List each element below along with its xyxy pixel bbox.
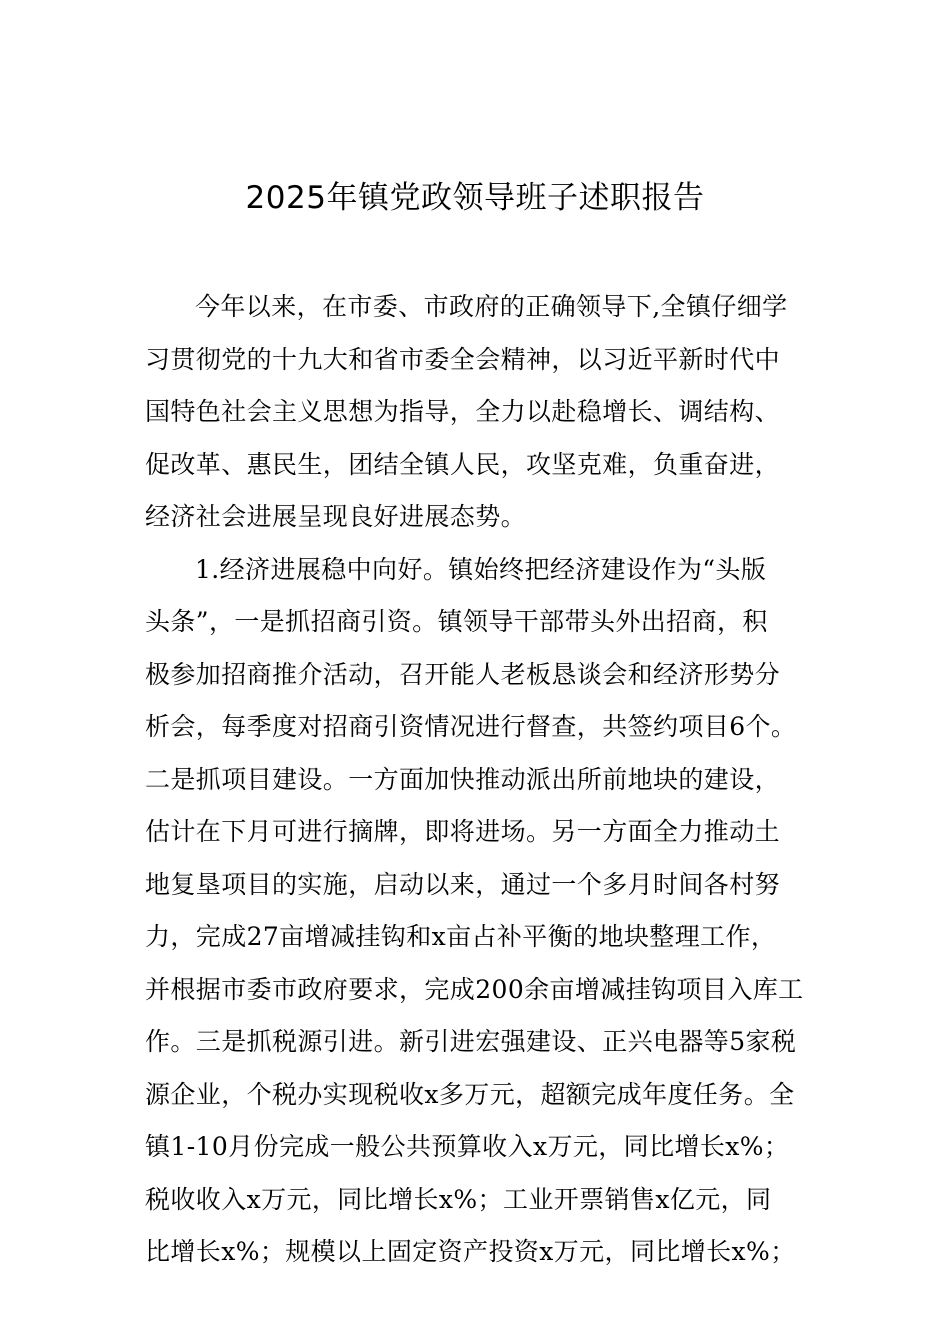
body-line: 估计在下月可进行摘牌，即将进场。另一方面全力推动土	[145, 817, 781, 846]
document-title: 2025年镇党政领导班子述职报告	[245, 180, 705, 216]
body-line: 比增长x%；规模以上固定资产投资x万元，同比增长x%；	[145, 1237, 796, 1266]
body-line: 源企业，个税办实现税收x多万元，超额完成年度任务。全	[145, 1079, 795, 1109]
body-line: 经济社会进展呈现良好进展态势。	[145, 502, 527, 531]
body-line: 二是抓项目建设。一方面加快推动派出所前地块的建设，	[145, 764, 781, 794]
body-line: 析会，每季度对招商引资情况进行督查，共签约项目6个。	[145, 712, 797, 741]
document-body	[145, 281, 825, 1279]
body-line: 地复垦项目的实施，启动以来，通过一个多月时间各村努	[145, 869, 781, 899]
body-line: 今年以来，在市委、市政府的正确领导下,全镇仔细学	[195, 292, 788, 321]
body-line: 促改革、惠民生，团结全镇人民，攻坚克难，负重奋进，	[145, 449, 781, 479]
body-line: 头条”，一是抓招商引资。镇领导干部带头外出招商，积	[145, 607, 768, 636]
body-line: 作。三是抓税源引进。新引进宏强建设、正兴电器等5家税	[145, 1027, 797, 1056]
body-line: 税收收入x万元，同比增长x%；工业开票销售x亿元，同	[145, 1184, 772, 1214]
body-line: 镇1-10月份完成一般公共预算收入x万元，同比增长x%；	[145, 1132, 790, 1161]
body-line: 习贯彻党的十九大和省市委全会精神，以习近平新时代中	[145, 344, 781, 374]
body-line: 国特色社会主义思想为指导，全力以赴稳增长、调结构、	[145, 397, 781, 426]
body-line: 力，完成27亩增减挂钩和x亩占补平衡的地块整理工作，	[145, 922, 777, 951]
body-line: 极参加招商推介活动，召开能人老板恳谈会和经济形势分	[145, 659, 781, 689]
body-line: 并根据市委市政府要求，完成200余亩增减挂钩项目入库工	[145, 974, 804, 1004]
body-line: 1.经济进展稳中向好。镇始终把经济建设作为“头版	[195, 554, 767, 584]
